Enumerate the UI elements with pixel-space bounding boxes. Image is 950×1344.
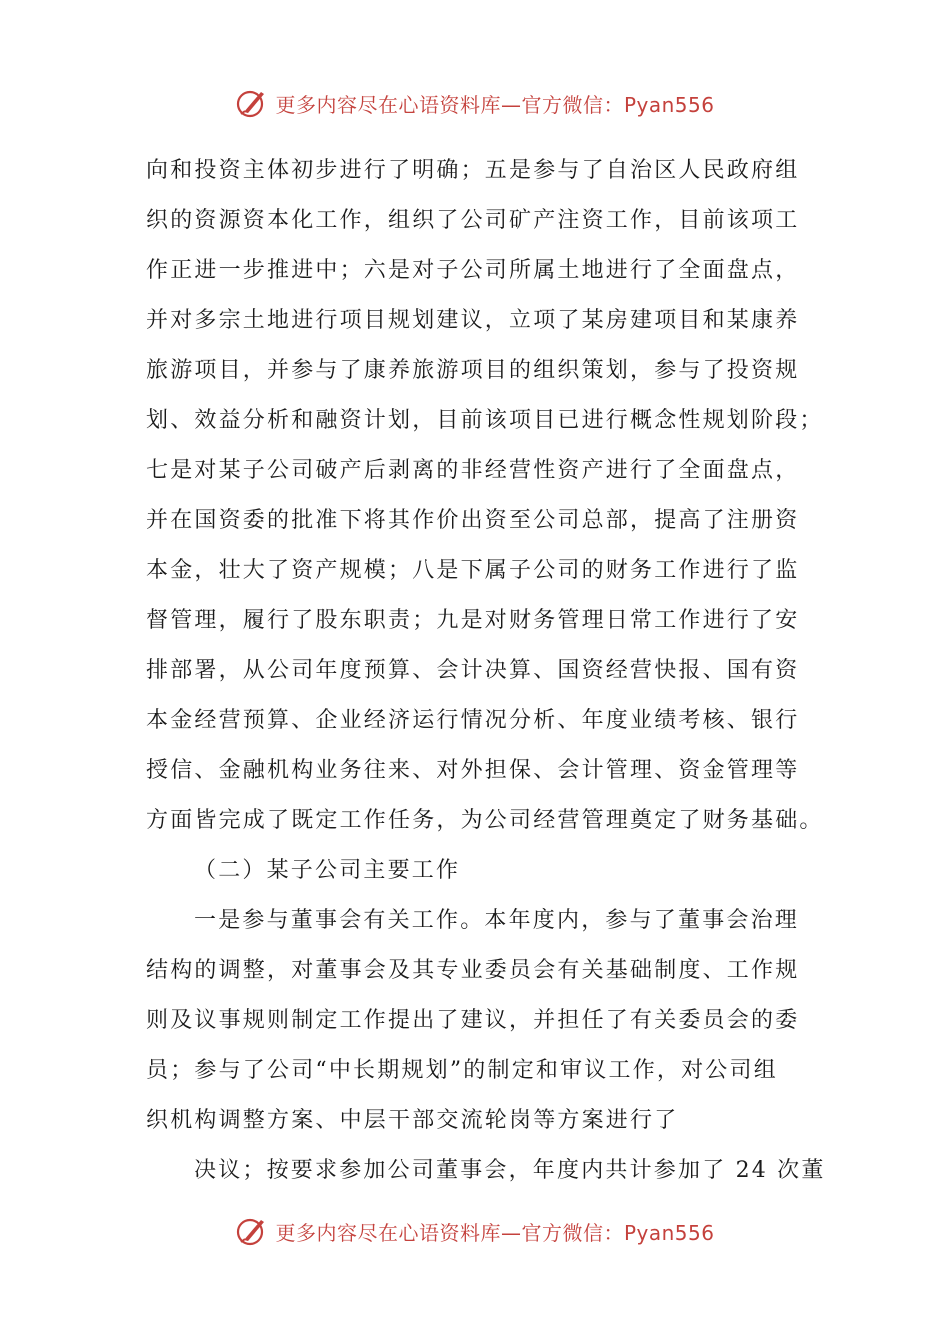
quill-logo-icon — [235, 1214, 269, 1248]
text-line: 并对多宗土地进行项目规划建议，立项了某房建项目和某康养 — [146, 308, 800, 333]
text-line: 织机构调整方案、中层干部交流轮岗等方案进行了 — [146, 1108, 679, 1133]
text-line: 旅游项目，并参与了康养旅游项目的组织策划，参与了投资规 — [146, 358, 800, 383]
text-line: 七是对某子公司破产后剥离的非经营性资产进行了全面盘点， — [146, 458, 800, 483]
banner-text: 更多内容尽在心语资料库—官方微信：Pyan556 — [275, 1220, 715, 1245]
text-line: 则及议事规则制定工作提出了建议，并担任了有关委员会的委 — [146, 1008, 800, 1033]
text-line: 织的资源资本化工作，组织了公司矿产注资工作，目前该项工 — [146, 208, 800, 233]
text-line: 员；参与了公司“中长期规划”的制定和审议工作，对公司组 — [146, 1058, 778, 1083]
text-line: 向和投资主体初步进行了明确；五是参与了自治区人民政府组 — [146, 158, 800, 183]
text-line: 作正进一步推进中；六是对子公司所属土地进行了全面盘点， — [146, 258, 800, 283]
text-line: 结构的调整，对董事会及其专业委员会有关基础制度、工作规 — [146, 958, 800, 983]
footer-banner — [0, 1211, 950, 1251]
quill-logo-icon — [235, 86, 269, 120]
text-line: 划、效益分析和融资计划，目前该项目已进行概念性规划阶段； — [146, 408, 824, 433]
text-line: 方面皆完成了既定工作任务，为公司经营管理奠定了财务基础。 — [146, 808, 824, 833]
text-line: 决议；按要求参加公司董事会，年度内共计参加了 24 次董 — [194, 1158, 826, 1183]
text-line: 本金经营预算、企业经济运行情况分析、年度业绩考核、银行 — [146, 708, 800, 733]
section-heading: （二）某子公司主要工作 — [194, 858, 461, 883]
text-line: 一是参与董事会有关工作。本年度内，参与了董事会治理 — [194, 908, 800, 933]
text-line: 并在国资委的批准下将其作价出资至公司总部，提高了注册资 — [146, 508, 800, 533]
text-line: 督管理，履行了股东职责；九是对财务管理日常工作进行了安 — [146, 608, 800, 633]
document-body — [146, 146, 826, 1196]
header-banner — [0, 83, 950, 123]
text-line: 排部署，从公司年度预算、会计决算、国资经营快报、国有资 — [146, 658, 800, 683]
text-line: 本金，壮大了资产规模；八是下属子公司的财务工作进行了监 — [146, 558, 800, 583]
banner-text: 更多内容尽在心语资料库—官方微信：Pyan556 — [275, 92, 715, 117]
text-line: 授信、金融机构业务往来、对外担保、会计管理、资金管理等 — [146, 758, 800, 783]
